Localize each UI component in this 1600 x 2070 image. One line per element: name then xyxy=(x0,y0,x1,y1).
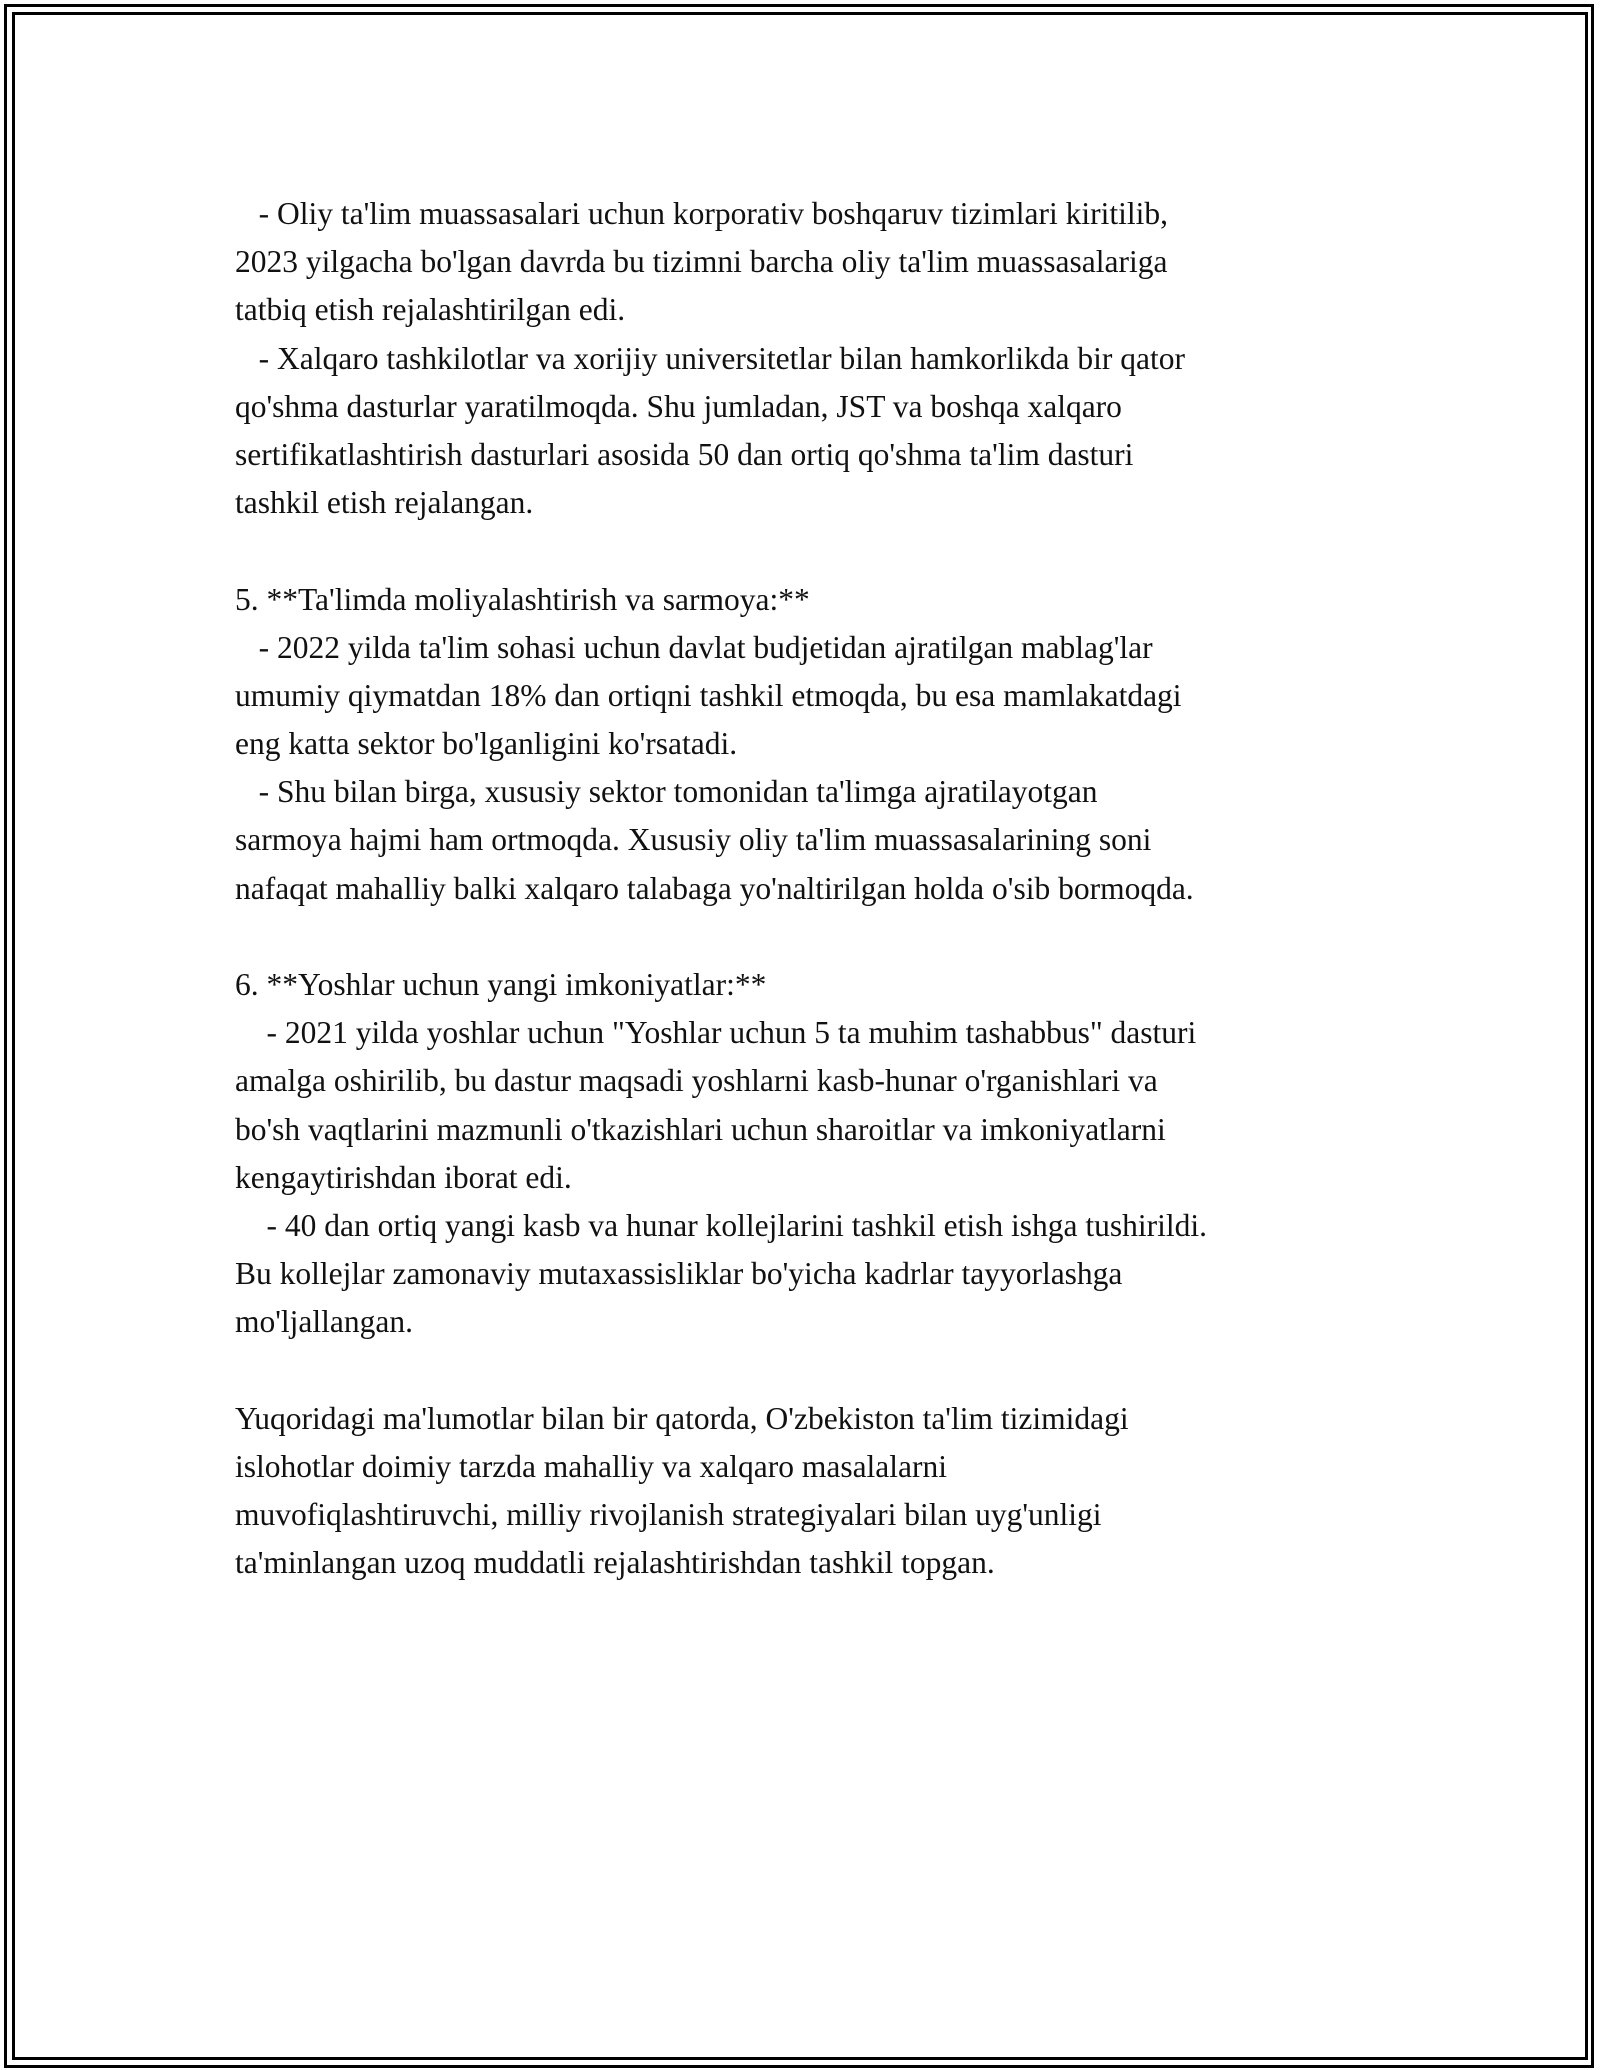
text-line: islohotlar doimiy tarzda mahalliy va xalqaro masalalarni xyxy=(235,1448,948,1484)
section-heading: 6. **Yoshlar uchun yangi imkoniyatlar:** xyxy=(235,967,767,1002)
text-line: tatbiq etish rejalashtirilgan edi. xyxy=(235,292,626,328)
text-line: - 40 dan ortiq yangi kasb va hunar kollejlarini tashkil etish ishga tushirildi. xyxy=(235,1207,1207,1243)
blank-line xyxy=(235,527,1435,575)
text-line: 2023 yilgacha bo'lgan davrda bu tizimni barcha oliy ta'lim muassasalariga xyxy=(235,244,1168,280)
text-line: eng katta sektor bo'lganligini ko'rsatadi. xyxy=(235,726,738,762)
section-heading: 5. **Ta'limda moliyalashtirish va sarmoya:** xyxy=(235,581,810,617)
text-line: nafaqat mahalliy balki xalqaro talabaga yo'naltirilgan holda o'sib bormoqda. xyxy=(235,870,1194,906)
text-line: - Oliy ta'lim muassasalari uchun korporativ boshqaruv tizimlari kiritilib, xyxy=(235,196,1168,231)
text-line: qo'shma dasturlar yaratilmoqda. Shu jumladan, JST va boshqa xalqaro xyxy=(235,388,1122,424)
text-line: - Xalqaro tashkilotlar va xorijiy universitetlar bilan hamkorlikda bir qator xyxy=(235,340,1185,376)
text-line: muvofiqlashtiruvchi, milliy rivojlanish strategiyalari bilan uyg'unligi xyxy=(235,1497,1102,1533)
text-line: ta'minlangan uzoq muddatli rejalashtirishdan tashkil topgan. xyxy=(235,1545,995,1581)
text-line: mo'ljallangan. xyxy=(235,1304,414,1340)
text-line: bo'sh vaqtlarini mazmunli o'tkazishlari uchun sharoitlar va imkoniyatlarni xyxy=(235,1111,1166,1147)
text-line: Bu kollejlar zamonaviy mutaxassisliklar bo'yicha kadrlar tayyorlashga xyxy=(235,1256,1123,1292)
text-line: umumiy qiymatdan 18% dan ortiqni tashkil etmoqda, bu esa mamlakatdagi xyxy=(235,677,1182,713)
text-line: sarmoya hajmi ham ortmoqda. Xususiy oliy ta'lim muassasalarining soni xyxy=(235,822,1152,858)
text-line: tashkil etish rejalangan. xyxy=(235,485,534,521)
text-line: - 2022 yilda ta'lim sohasi uchun davlat budjetidan ajratilgan mablag'lar xyxy=(235,629,1153,665)
blank-line xyxy=(235,1347,1435,1395)
blank-line xyxy=(235,913,1435,961)
text-line: Yuqoridagi ma'lumotlar bilan bir qatorda, O'zbekiston ta'lim tizimidagi xyxy=(235,1400,1129,1436)
document-body xyxy=(235,190,1435,1587)
text-line: sertifikatlashtirish dasturlari asosida 50 dan ortiq qo'shma ta'lim dasturi xyxy=(235,436,1134,472)
text-line: - Shu bilan birga, xususiy sektor tomonidan ta'limga ajratilayotgan xyxy=(235,774,1098,810)
text-line: kengaytirishdan iborat edi. xyxy=(235,1159,572,1195)
text-line: - 2021 yilda yoshlar uchun "Yoshlar uchun 5 ta muhim tashabbus" dasturi xyxy=(235,1015,1197,1051)
text-line: amalga oshirilib, bu dastur maqsadi yoshlarni kasb-hunar o'rganishlari va xyxy=(235,1063,1158,1099)
